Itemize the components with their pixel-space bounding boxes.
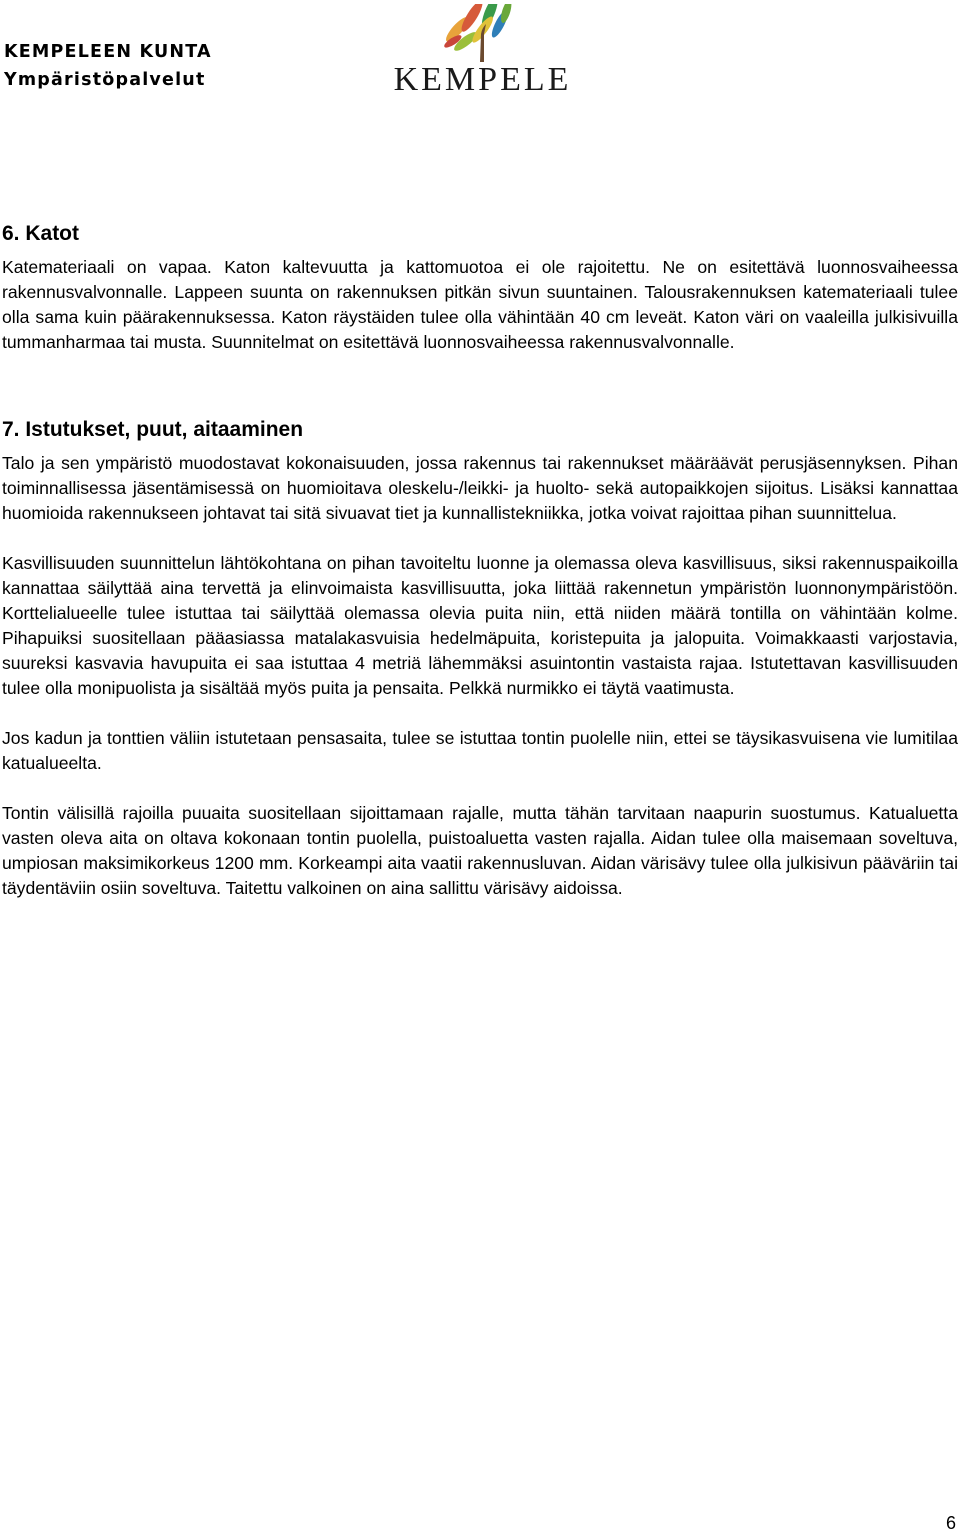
document-body: [2, 218, 958, 901]
page-number: 6: [945, 1513, 956, 1533]
organization-name: KEMPELEEN KUNTA: [4, 42, 212, 62]
paragraph: Jos kadun ja tonttien väliin istutetaan pensasaita, tulee se istuttaa tontin puolelle niin, ettei se täysikasvuisena vie lumitilaa katualueelta.: [2, 728, 958, 773]
paragraph: Kasvillisuuden suunnittelun lähtökohtana on pihan tavoiteltu luonne ja olemassa oleva kasvillisuus, siksi rakennuspaikoilla kannattaa säilyttää aina tervettä ja elinvoimaista kasvillisuutta, joka liittää rakennetun ympäristön luonnonympäristöön. Korttelialueelle tulee istuttaa tai säilyttää olemassa olevia puita niin, että niiden määrä tontilla on vähintään kolme. Pihapuiksi suositellaan pääasiassa matalakasvuisia hedelmäpuita, koristepuita ja jalopuita. Voimakkaasti varjostavia, suureksi kasvavia havupuita ei saa istuttaa 4 metriä lähemmäksi asuintontin vastaista rajaa. Istutettavan kasvillisuuden tulee olla monipuolista ja sisältää myös puita ja pensaita. Pelkkä nurmikko ei täytä vaatimusta.: [2, 553, 958, 698]
logo-wordmark: KEMPELE: [393, 61, 572, 98]
department-name: Ympäristöpalvelut: [4, 70, 206, 90]
page-header-organization: [4, 38, 212, 94]
paragraph: Talo ja sen ympäristö muodostavat kokonaisuuden, jossa rakennus tai rakennukset määräävät perusjäsennyksen. Pihan toiminnallisessa jäsentämisessä on huomioitava oleskelu-/leikki- ja huolto- sekä autopaikkojen sijoitus. Lisäksi kannattaa huomioida rakennukseen johtavat tai sitä sivuavat tiet ja kunnallistekniikka, jotka voivat rajoittaa pihan suunnittelua.: [2, 453, 958, 523]
section-heading-plantings: 7. Istutukset, puut, aitaaminen: [2, 418, 304, 441]
tree-logo-icon: [380, 4, 585, 64]
section-heading-roofs: 6. Katot: [2, 222, 80, 245]
paragraph: Katemateriaali on vapaa. Katon kaltevuutta ja kattomuotoa ei ole rajoitettu. Ne on esitettävä luonnosvaiheessa rakennusvalvonnalle. Lappeen suunta on rakennuksen pitkän sivun suuntainen. Talousrakennuksen katemateriaali tulee olla sama kuin päärakennuksessa. Katon räystäiden tulee olla vähintään 40 cm leveät. Katon väri on vaaleilla julkisivuilla tummanharmaa tai musta. Suunnitelmat on esitettävä luonnosvaiheessa rakennusvalvonnalle.: [2, 257, 958, 352]
kempele-logo: [380, 4, 585, 98]
paragraph: Tontin välisillä rajoilla puuaita suositellaan sijoittamaan rajalle, mutta tähän tarvitaan naapurin suostumus. Katualuetta vasten oleva aita on oltava kokonaan tontin puolella, puistoaluetta vasten rajalla. Aidan tulee olla maisemaan soveltuva, umpiosan maksimikorkeus 1200 mm. Korkeampi aita vaatii rakennusluvan. Aidan värisävy tulee olla julkisivun pääväriin tai täydentäviin osiin soveltuva. Taitettu valkoinen on aina sallittu värisävy aidoissa.: [2, 803, 958, 898]
